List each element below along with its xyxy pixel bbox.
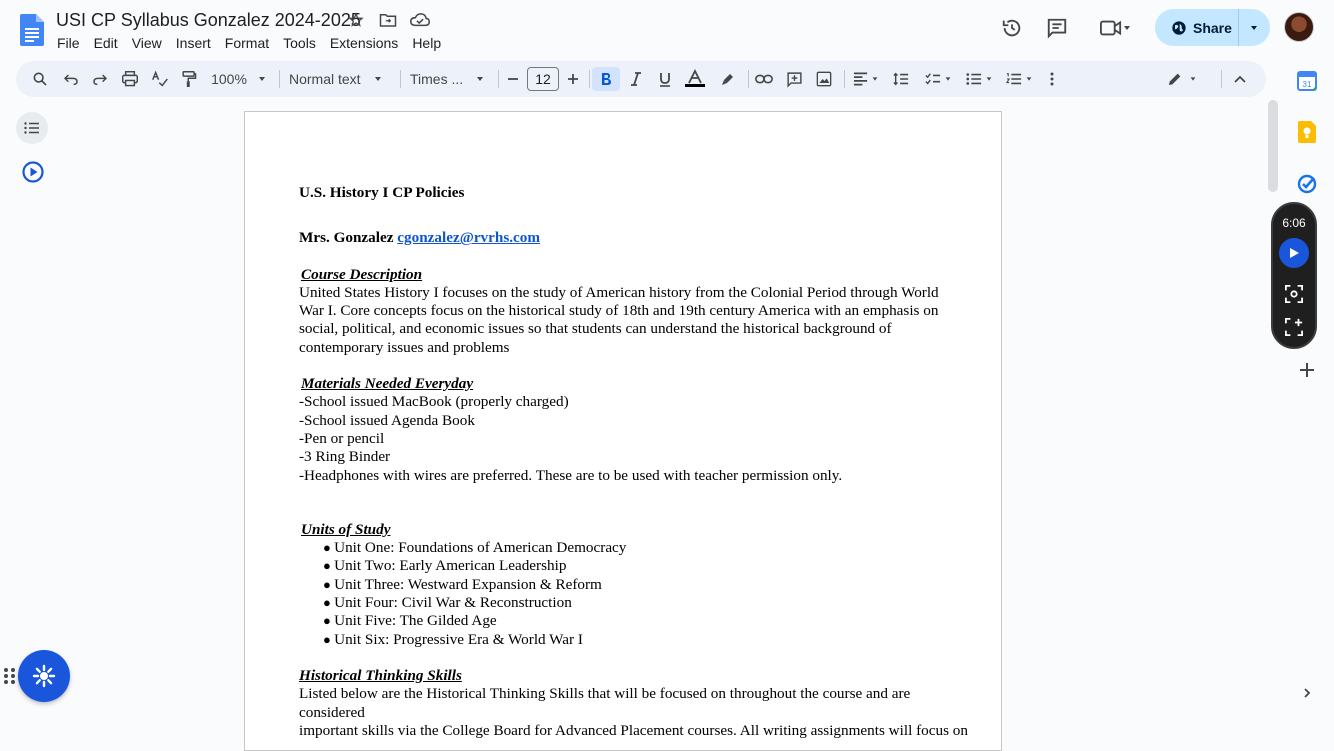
course-description-line: contemporary issues and problems (299, 338, 510, 356)
pencil-icon (1167, 71, 1183, 87)
document-title[interactable]: USI CP Syllabus Gonzalez 2024-2025 (56, 10, 361, 30)
decrease-font-size-icon[interactable] (503, 67, 523, 91)
style-value: Normal text (289, 71, 361, 87)
title-actions (346, 10, 430, 30)
materials-item: -Headphones with wires are preferred. These are to be used with teacher permission only. (299, 466, 843, 484)
unit-item: ● Unit Four: Civil War & Reconstruction (323, 594, 979, 612)
document-outline-button[interactable] (16, 112, 48, 144)
svg-text:31: 31 (1302, 80, 1312, 89)
chevron-down-icon (1122, 23, 1132, 33)
chevron-down-icon (1025, 75, 1033, 83)
unit-item: ● Unit Two: Early American Leadership (323, 557, 979, 575)
share-button[interactable] (1155, 9, 1270, 46)
document-body[interactable] (299, 184, 979, 740)
bold-button[interactable] (592, 67, 620, 91)
chevron-down-icon (985, 75, 993, 83)
insert-image-icon[interactable] (812, 67, 836, 91)
toolbar-divider (589, 70, 590, 88)
chevron-down-icon (475, 74, 485, 84)
unit-item: ● Unit Five: The Gilded Age (323, 612, 979, 630)
italic-icon[interactable] (624, 67, 648, 91)
formatting-toolbar (16, 61, 1266, 97)
paint-format-icon[interactable] (177, 67, 201, 91)
share-label: Share (1193, 19, 1232, 36)
print-icon[interactable] (118, 67, 142, 91)
menu-edit[interactable]: Edit (93, 35, 118, 51)
toolbar-divider (844, 70, 845, 88)
screenshot-region-icon[interactable] (1284, 284, 1304, 304)
chevron-down-icon (257, 74, 267, 84)
version-history-icon[interactable] (1000, 16, 1024, 40)
chevron-down-icon (373, 74, 383, 84)
drag-handle-icon[interactable] (3, 666, 17, 686)
bulleted-list-icon (966, 72, 982, 86)
menu-extensions[interactable]: Extensions (329, 35, 399, 51)
spellcheck-icon[interactable] (148, 67, 172, 91)
unit-item: ● Unit Three: Westward Expansion & Reform (323, 576, 979, 594)
numbered-list-icon (1006, 72, 1022, 86)
underline-icon[interactable] (653, 67, 677, 91)
checklist-select[interactable] (921, 67, 955, 91)
text-color-icon[interactable] (683, 67, 707, 91)
add-comment-icon[interactable] (782, 67, 806, 91)
highlight-icon[interactable] (716, 67, 740, 91)
unit-item: ● Unit Six: Progressive Era & World War I (323, 631, 979, 649)
editing-mode-select[interactable] (1162, 67, 1202, 91)
outline-list-icon (24, 122, 40, 134)
chevron-down-icon (1249, 23, 1259, 33)
materials-item: -3 Ring Binder (299, 448, 391, 466)
add-clip-icon[interactable] (1284, 317, 1304, 337)
redo-icon[interactable] (88, 67, 112, 91)
title-bar (0, 0, 1334, 58)
insert-link-icon[interactable] (752, 67, 776, 91)
undo-icon[interactable] (59, 67, 83, 91)
menu-file[interactable]: File (57, 35, 80, 51)
line-spacing-icon[interactable] (889, 67, 913, 91)
numbered-list-select[interactable] (1002, 67, 1036, 91)
menu-view[interactable]: View (131, 35, 162, 51)
share-dropdown[interactable] (1239, 23, 1269, 33)
recorder-control-bar (1271, 202, 1317, 349)
play-icon (1288, 247, 1300, 259)
comments-icon[interactable] (1045, 16, 1069, 40)
docs-logo-icon[interactable] (20, 14, 44, 46)
skills-line: Listed below are the Historical Thinking Skills that will be focused on throughout the course and are considered (299, 685, 911, 721)
star-icon[interactable] (346, 10, 366, 30)
style-select[interactable] (289, 67, 389, 91)
screen-recorder-button[interactable] (18, 650, 70, 702)
menu-bar (50, 33, 448, 53)
chevron-down-icon (944, 75, 952, 83)
increase-font-size-icon[interactable] (563, 67, 583, 91)
course-description-line: United States History I focuses on the study of American history from the Colonial Period through World (299, 283, 939, 301)
teacher-name: Mrs. Gonzalez (299, 229, 394, 247)
unit-item: ● Unit One: Foundations of American Democracy (323, 539, 979, 557)
toolbar-divider (498, 70, 499, 88)
toolbar-divider (400, 70, 401, 88)
skills-heading: Historical Thinking Skills (299, 666, 462, 684)
play-circle-icon[interactable] (21, 160, 45, 184)
recording-timer: 6:06 (1282, 216, 1306, 230)
menu-help[interactable]: Help (412, 35, 442, 51)
course-description-heading: Course Description (301, 265, 423, 283)
meet-icon[interactable] (1095, 16, 1137, 40)
vertical-scrollbar[interactable] (1268, 100, 1278, 192)
document-heading: U.S. History I CP Policies (299, 184, 465, 201)
hide-menus-icon[interactable] (1229, 67, 1251, 91)
text-color-swatch (685, 84, 705, 87)
calendar-icon[interactable] (1296, 70, 1318, 92)
cloud-status-icon[interactable] (410, 10, 430, 30)
materials-item: -School issued Agenda Book (299, 411, 475, 429)
globe-icon (1171, 20, 1187, 36)
move-folder-icon[interactable] (378, 10, 398, 30)
zoom-select[interactable] (208, 67, 270, 91)
toolbar-divider (748, 70, 749, 88)
menu-format[interactable]: Format (224, 35, 270, 51)
bold-icon (600, 72, 612, 86)
materials-item: -Pen or pencil (299, 429, 385, 447)
menu-insert[interactable]: Insert (175, 35, 211, 51)
zoom-value: 100% (211, 71, 247, 87)
teacher-email-link[interactable]: cgonzalez@rvrhs.com (397, 229, 541, 247)
chevron-down-icon (871, 75, 879, 83)
align-select[interactable] (849, 67, 883, 91)
share-main[interactable] (1155, 9, 1239, 46)
toolbar-divider (279, 70, 280, 88)
materials-heading: Materials Needed Everyday (301, 375, 474, 393)
teacher-line (299, 229, 979, 247)
course-description-line: social, political, and economic issues so that students can understand the historical background of (299, 320, 892, 338)
recorder-logo-icon (32, 664, 56, 688)
avatar[interactable] (1284, 12, 1314, 42)
checklist-icon (925, 72, 941, 86)
search-menus-icon[interactable] (28, 67, 52, 91)
chevron-down-icon (1189, 75, 1197, 83)
toolbar-divider (1221, 70, 1222, 88)
font-value: Times ... (410, 71, 464, 87)
bulleted-list-select[interactable] (962, 67, 996, 91)
course-description-line: War I. Core concepts focus on the historical study of 18th and 19th century America with an emphasis on (299, 302, 939, 320)
units-heading: Units of Study (301, 520, 391, 538)
menu-tools[interactable]: Tools (283, 35, 316, 51)
font-select[interactable] (410, 67, 488, 91)
skills-line: important skills via the College Board for Advanced Placement courses. All writing assignments will focus on (299, 721, 968, 739)
units-list (299, 539, 979, 649)
get-addons-icon[interactable] (1298, 361, 1316, 379)
materials-item: -School issued MacBook (properly charged) (299, 393, 569, 411)
tasks-icon[interactable] (1296, 173, 1318, 195)
font-size-input[interactable]: 12 (527, 67, 559, 91)
align-left-icon (853, 72, 868, 86)
document-page[interactable] (244, 111, 1002, 751)
keep-icon[interactable] (1296, 121, 1318, 143)
chevron-right-icon[interactable] (1300, 686, 1314, 700)
recorder-play-button[interactable] (1279, 238, 1309, 268)
more-options-icon[interactable] (1042, 67, 1062, 91)
